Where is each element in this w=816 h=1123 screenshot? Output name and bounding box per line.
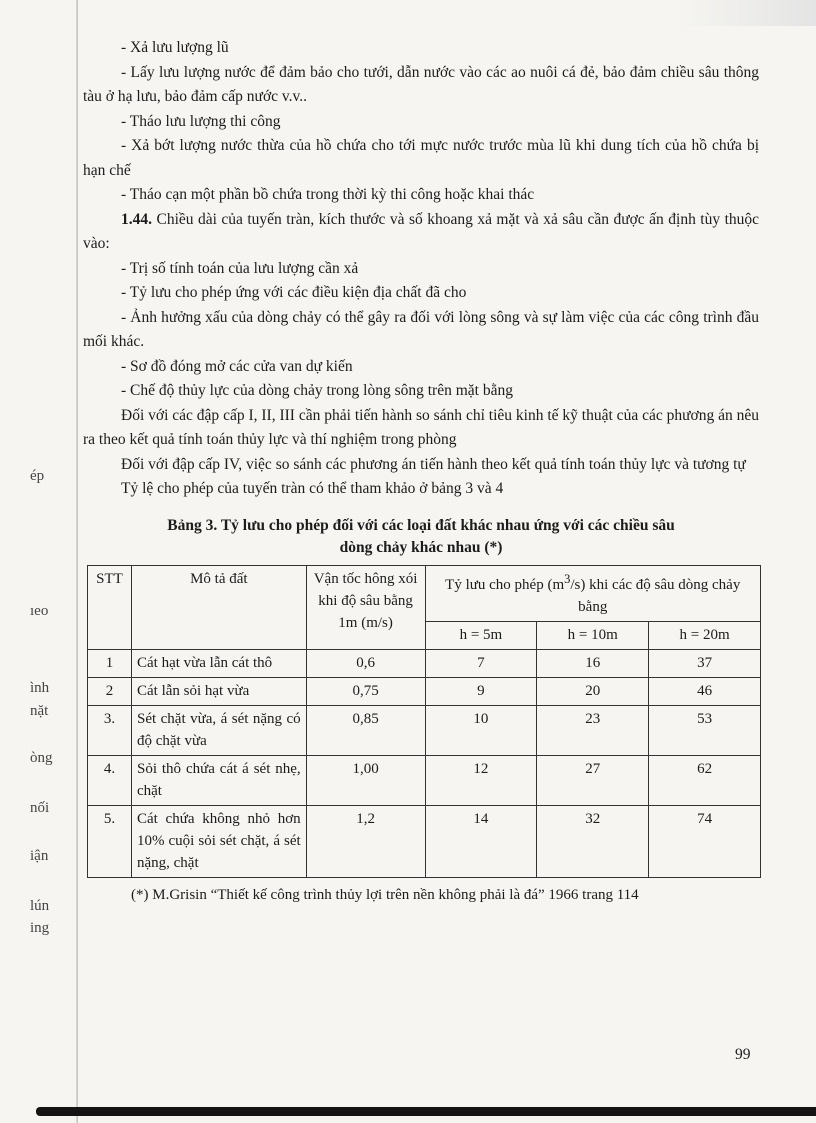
- cell-rate-10m: 23: [537, 705, 649, 755]
- cell-soil-description: Cát chứa không nhỏ hơn 10% cuội sỏi sét chặt, á sét nặng, chặt: [131, 805, 306, 877]
- header-soil-description: Mô tả đất: [131, 565, 306, 649]
- margin-fragment: ıeo: [30, 603, 49, 619]
- table-row: [88, 649, 761, 677]
- header-stt: STT: [88, 565, 132, 649]
- table-footnote: (*) M.Grisin “Thiết kế công trình thủy lợi trên nền không phải là đá” 1966 trang 114: [131, 886, 639, 903]
- body-paragraph: - Xả bớt lượng nước thừa của hồ chứa cho tới mực nước trước mùa lũ khi dung tích của hồ chứa bị hạn chế: [83, 137, 759, 179]
- criteria-item: - Trị số tính toán của lưu lượng cần xả: [121, 259, 359, 277]
- margin-fragment: òng: [30, 750, 53, 766]
- section-intro-text: Chiều dài của tuyến tràn, kích thước và số khoang xả mặt và xả sâu cần được ấn định tùy thuộc vào:: [83, 210, 760, 252]
- margin-fragment: iận: [30, 848, 49, 864]
- cell-rate-20m: 53: [649, 705, 761, 755]
- cell-stt: 5.: [88, 805, 132, 877]
- table-row: [88, 755, 761, 805]
- body-paragraph: Đối với đập cấp IV, việc so sánh các phương án tiến hành theo kết quả tính toán thủy lực và tương tự: [121, 455, 746, 473]
- body-paragraph: - Xả lưu lượng lũ: [121, 39, 229, 56]
- cell-rate-20m: 46: [649, 677, 761, 705]
- cell-rate-20m: 74: [649, 805, 761, 877]
- cell-rate-5m: 9: [425, 677, 537, 705]
- table-row: [88, 805, 761, 877]
- cell-stt: 1: [88, 649, 132, 677]
- cell-velocity: 0,85: [306, 705, 425, 755]
- margin-fragment: lún: [30, 898, 50, 914]
- soil-discharge-table: [87, 565, 761, 878]
- table-title: [83, 515, 759, 559]
- criteria-item: - Chế độ thủy lực của dòng chảy trong lòng sông trên mặt bằng: [121, 382, 513, 399]
- criteria-item: - Ảnh hưởng xấu của dòng chảy có thể gây ra đối với lòng sông và sự làm việc của các công trình đầu mối khác.: [83, 308, 759, 350]
- cell-stt: 3.: [88, 705, 132, 755]
- table-title-line: Bảng 3. Tỷ lưu cho phép đối với các loại đất khác nhau ứng với các chiều sâu: [167, 516, 675, 534]
- page-bottom-edge: [36, 1107, 816, 1116]
- header-scour-velocity: Vận tốc hông xói khi độ sâu bằng 1m (m/s): [306, 565, 425, 649]
- cell-velocity: 0,6: [306, 649, 425, 677]
- margin-fragment: ình: [30, 680, 50, 696]
- cell-velocity: 0,75: [306, 677, 425, 705]
- header-rate-prefix: Tỷ lưu cho phép (m: [445, 576, 565, 593]
- section-1-44-intro: [83, 208, 759, 257]
- cell-rate-5m: 7: [425, 649, 537, 677]
- cell-rate-5m: 14: [425, 805, 537, 877]
- header-depth-10m: h = 10m: [537, 621, 649, 649]
- page-gutter-line: [76, 0, 78, 1123]
- header-rate-superscript: 3: [564, 571, 571, 586]
- cell-rate-5m: 10: [425, 705, 537, 755]
- margin-fragment: nối: [30, 800, 50, 816]
- header-depth-5m: h = 5m: [425, 621, 537, 649]
- page-content: [83, 36, 759, 907]
- criteria-item: - Sơ đồ đóng mở các cửa van dự kiến: [121, 357, 353, 375]
- cell-rate-5m: 12: [425, 755, 537, 805]
- cell-rate-10m: 32: [537, 805, 649, 877]
- criteria-item: - Tỷ lưu cho phép ứng với các điều kiện địa chất đã cho: [121, 284, 467, 301]
- section-number: 1.44.: [121, 210, 152, 228]
- cell-stt: 2: [88, 677, 132, 705]
- cell-rate-20m: 37: [649, 649, 761, 677]
- table-row: [88, 705, 761, 755]
- cell-rate-10m: 27: [537, 755, 649, 805]
- margin-fragment: ép: [30, 468, 45, 484]
- cell-rate-10m: 20: [537, 677, 649, 705]
- body-paragraph: - Tháo cạn một phần bồ chứa trong thời kỳ thi công hoặc khai thác: [121, 186, 535, 203]
- body-paragraph: Tỷ lệ cho phép của tuyến tràn có thể tham khảo ở bảng 3 và 4: [121, 480, 504, 497]
- cell-soil-description: Sét chặt vừa, á sét nặng có độ chặt vừa: [131, 705, 306, 755]
- table-title-line: dòng chảy khác nhau (*): [339, 538, 503, 556]
- header-allowable-rate: [425, 565, 761, 621]
- cell-soil-description: Cát lẫn sỏi hạt vừa: [131, 677, 306, 705]
- margin-fragment: ing: [30, 920, 50, 936]
- table-row: [88, 677, 761, 705]
- body-paragraph: - Tháo lưu lượng thi công: [121, 112, 281, 130]
- cell-soil-description: Sỏi thô chứa cát á sét nhẹ, chặt: [131, 755, 306, 805]
- body-paragraph: Đối với các đập cấp I, II, III cần phải tiến hành so sánh chỉ tiêu kinh tế kỹ thuật của các phương án nêu ra theo kết quả tính toán thủy lực và thí nghiệm trong phòng: [83, 406, 759, 448]
- margin-fragment: nặt: [30, 703, 49, 719]
- cell-velocity: 1,00: [306, 755, 425, 805]
- cell-velocity: 1,2: [306, 805, 425, 877]
- header-depth-20m: h = 20m: [649, 621, 761, 649]
- page-number: 99: [735, 1046, 751, 1063]
- header-rate-suffix: /s) khi các độ sâu dòng chảy bằng: [570, 576, 741, 615]
- cell-soil-description: Cát hạt vừa lẫn cát thô: [131, 649, 306, 677]
- cell-stt: 4.: [88, 755, 132, 805]
- table-header-row: [88, 565, 761, 621]
- page-corner-shadow: [676, 0, 816, 26]
- cell-rate-10m: 16: [537, 649, 649, 677]
- body-paragraph: - Lấy lưu lượng nước để đảm bảo cho tưới, dẫn nước vào các ao nuôi cá đẻ, bảo đảm chiều sâu thông tàu ở hạ lưu, bảo đảm cấp nước v.v..: [83, 63, 759, 105]
- cell-rate-20m: 62: [649, 755, 761, 805]
